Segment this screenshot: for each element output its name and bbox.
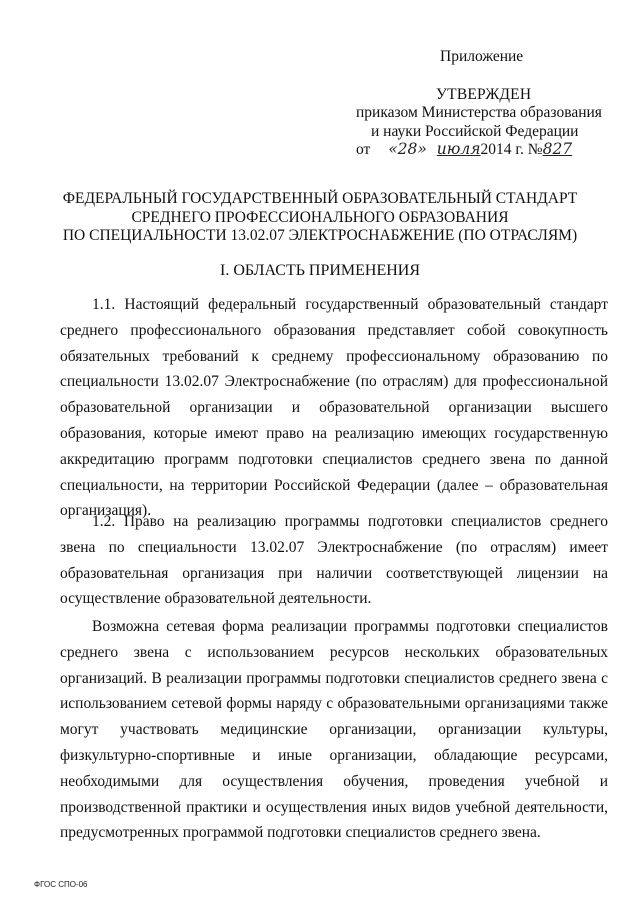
order-date-line [356,140,572,159]
paragraph-text: 1.2. Право на реализацию программы подготовки специалистов среднего звена по специальности 13.02.07 Электроснабжение (по отраслям) имеет образовательная организация при наличии соответствующей лицензии на осуществление образовательной деятельности. [60,513,608,608]
paragraph-text: 1.1. Настоящий федеральный государственный образовательный стандарт среднего профессионального образования представляет собой совокупность обязательных требований к среднему профессиональному образованию по специальности 13.02.07 Электроснабжение (по отраслям) для профессиональной образовательной организации и образовательной организации высшего образования, которые имеют право на реализацию имеющих государственную аккредитацию программ подготовки специалистов среднего звена по данной специальности, на территории Российской Федерации (далее – образовательная организация). [60,296,608,520]
title-line-2: СРЕДНЕГО ПРОФЕССИОНАЛЬНОГО ОБРАЗОВАНИЯ [131,208,509,226]
date-month: июля [436,140,481,158]
approved-label: УТВЕРЖДЕН [436,86,532,103]
section-heading: I. ОБЛАСТЬ ПРИМЕНЕНИЯ [219,262,421,279]
date-prefix: от [356,141,371,158]
order-line-1: приказом Министерства образования [356,104,602,121]
paragraph-1-2 [60,509,608,612]
order-number: 827 [542,140,573,158]
date-year: 2014 г. № [480,141,543,158]
document-title [40,190,600,246]
paragraph-text: Возможна сетевая форма реализации программы подготовки специалистов среднего звена с использованием ресурсов нескольких образовательных организаций. В реализации программы подготовки специалистов среднего звена с использованием сетевой формы наряду с образовательными организациями также могут участвовать медицинские организации, организации культуры, физкультурно-спортивные и иные организации, обладающие ресурсами, необходимыми для осуществления обучения, проведения учебной и производственной практики и осуществления иных видов учебной деятельности, предусмотренных программой подготовки специалистов среднего звена. [60,618,608,842]
appendix-label: Приложение [440,48,524,65]
title-line-3: ПО СПЕЦИАЛЬНОСТИ 13.02.07 ЭЛЕКТРОСНАБЖЕНИЕ (ПО ОТРАСЛЯМ) [62,227,578,244]
date-day: «28» [388,140,427,158]
footer-code: ФГОС СПО-06 [34,880,88,889]
paragraph-network-form [60,614,608,846]
title-line-1: ФЕДЕРАЛЬНЫЙ ГОСУДАРСТВЕННЫЙ ОБРАЗОВАТЕЛЬНЫЙ СТАНДАРТ [62,190,578,207]
order-line-2: и науки Российской Федерации [371,123,579,140]
paragraph-1-1 [60,292,608,524]
